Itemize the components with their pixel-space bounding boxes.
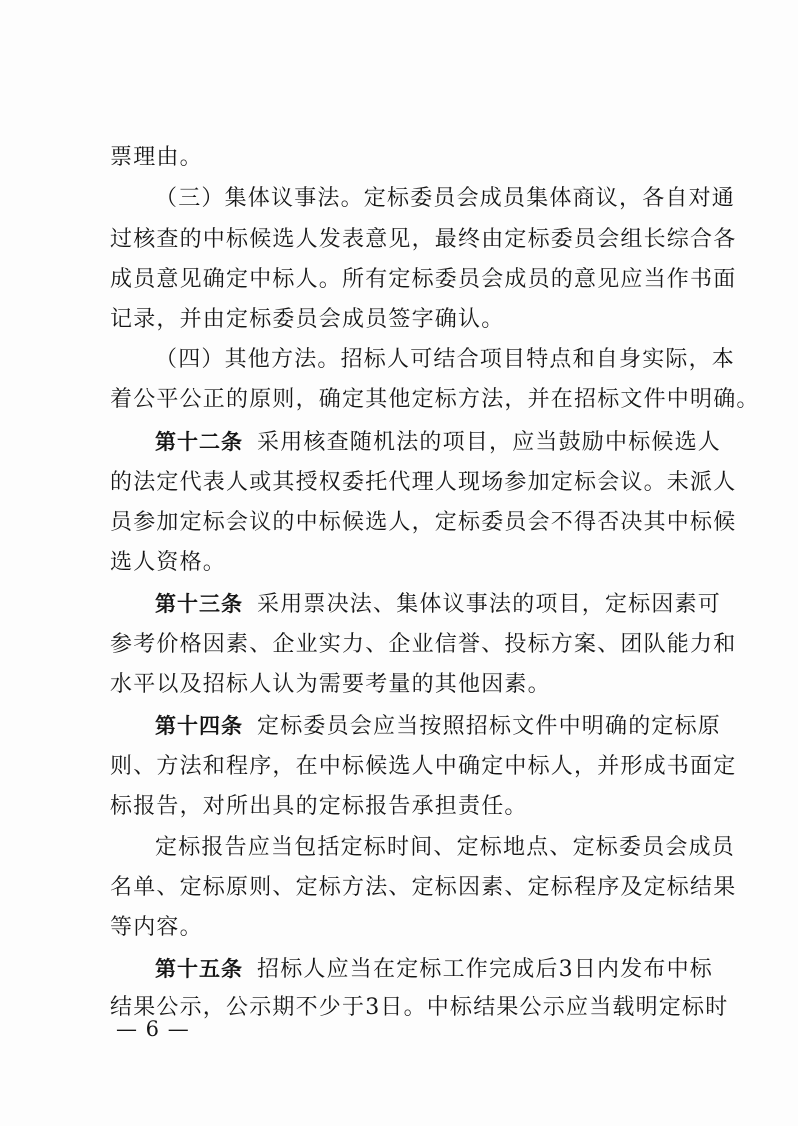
paragraph-line: 等内容。	[110, 915, 203, 940]
article-heading: 第十二条	[155, 430, 243, 454]
article-heading: 第十四条	[155, 714, 243, 738]
paragraph-line: 票理由。	[110, 145, 203, 170]
article-line	[155, 951, 720, 987]
paragraph-line: 参考价格因素、企业实力、企业信誉、投标方案、团队能力和	[110, 632, 737, 657]
paragraph-line: 则、方法和程序，在中标候选人中确定中标人，并形成书面定	[110, 754, 737, 779]
article-line	[155, 424, 720, 460]
article-text: 招标人应当在定标工作完成后3日内发布中标	[257, 957, 713, 982]
paragraph-line: 标报告，对所出具的定标报告承担责任。	[110, 794, 528, 819]
paragraph-line: 的法定代表人或其授权委托代理人现场参加定标会议。未派人	[110, 470, 737, 495]
paragraph-line: 记录，并由定标委员会成员签字确认。	[110, 307, 505, 332]
page-number: — 6 —	[116, 1017, 190, 1041]
paragraph-line: 着公平公正的原则，确定其他定标方法，并在招标文件中明确。	[110, 387, 760, 412]
article-text: 定标委员会应当按照招标文件中明确的定标原	[257, 714, 722, 739]
article-heading: 第十三条	[155, 592, 243, 616]
paragraph-line: （三）集体议事法。定标委员会成员集体商议，各自对通	[155, 186, 736, 211]
paragraph-line: 成员意见确定中标人。所有定标委员会成员的意见应当作书面	[110, 267, 737, 292]
paragraph-line: 名单、定标原则、定标方法、定标因素、定标程序及定标结果	[110, 875, 737, 900]
paragraph-line: 结果公示，公示期不少于3日。中标结果公示应当载明定标时	[110, 995, 729, 1020]
article-heading: 第十五条	[155, 957, 243, 981]
paragraph-line: （四）其他方法。招标人可结合项目特点和自身实际，本	[155, 347, 736, 372]
article-line	[155, 586, 720, 622]
paragraph-line: 定标报告应当包括定标时间、定标地点、定标委员会成员	[155, 835, 736, 860]
article-line	[155, 708, 720, 744]
article-text: 采用票决法、集体议事法的项目，定标因素可	[257, 592, 722, 617]
article-text: 采用核查随机法的项目，应当鼓励中标候选人	[257, 430, 722, 455]
paragraph-line: 选人资格。	[110, 550, 227, 575]
paragraph-line: 员参加定标会议的中标候选人，定标委员会不得否决其中标候	[110, 510, 737, 535]
paragraph-line: 过核查的中标候选人发表意见，最终由定标委员会组长综合各	[110, 227, 737, 252]
paragraph-line: 水平以及招标人认为需要考量的其他因素。	[110, 672, 551, 697]
